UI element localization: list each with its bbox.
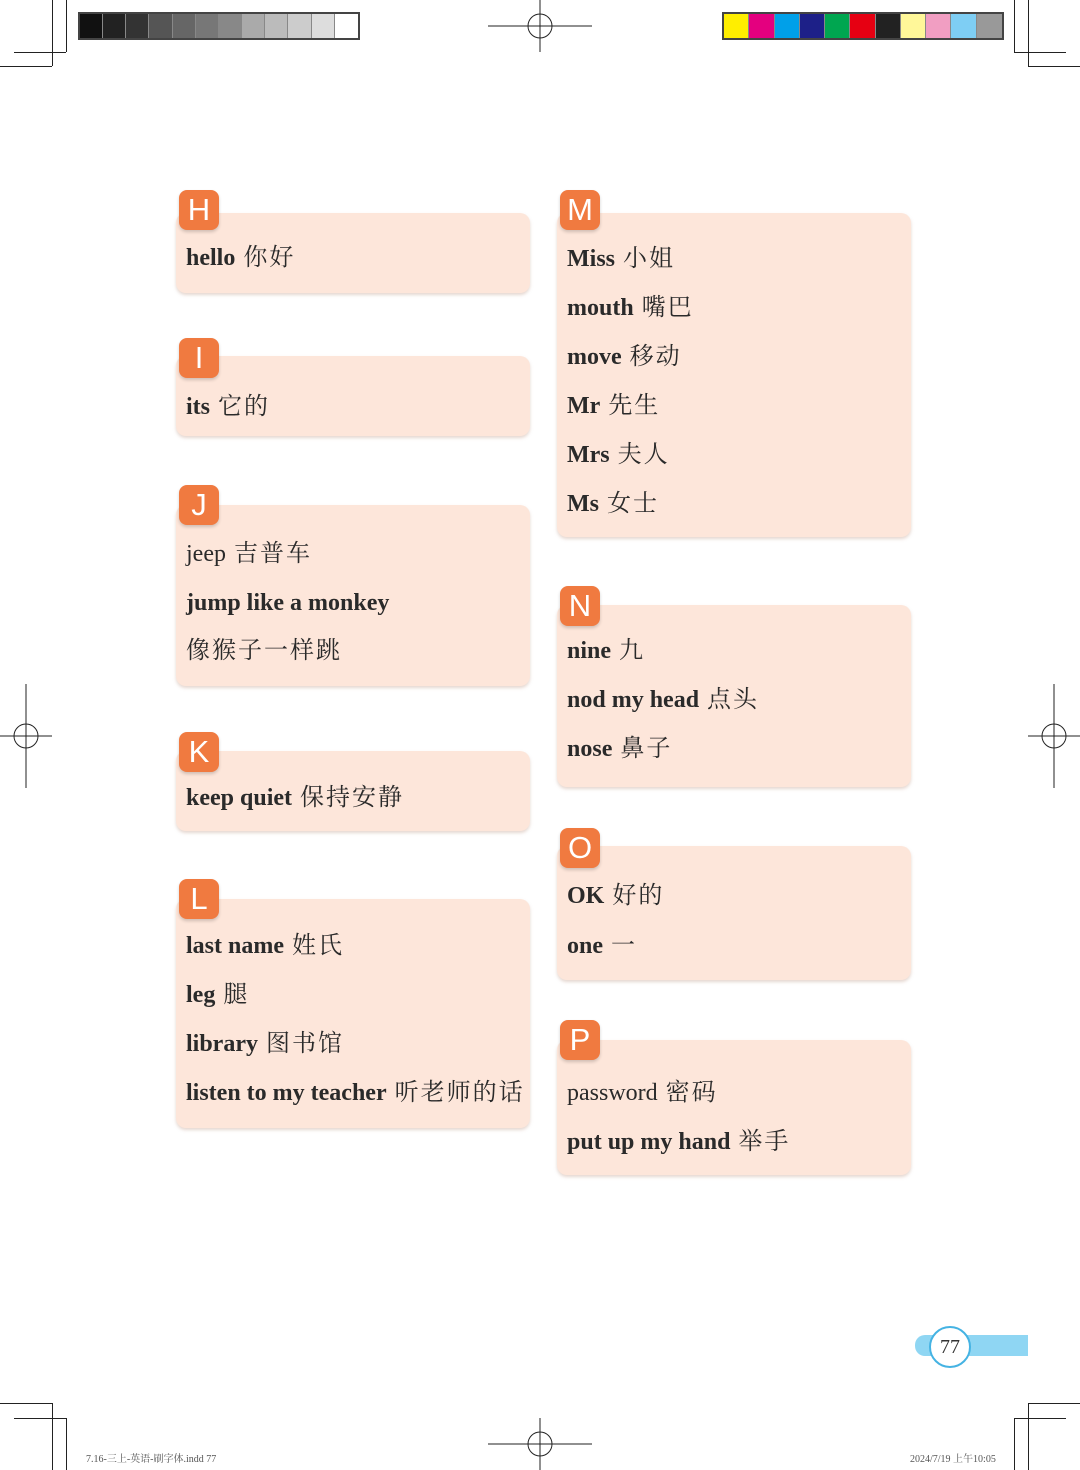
vocab-card (176, 505, 530, 686)
english-word: one (567, 933, 603, 959)
vocab-entry (567, 244, 675, 274)
color-swatch (724, 14, 749, 38)
chinese-meaning: 像猴子一样跳 (186, 638, 342, 664)
chinese-meaning: 图书馆 (266, 1031, 344, 1057)
registration-mark-left (0, 684, 52, 788)
chinese-meaning: 举手 (738, 1129, 791, 1155)
vocab-card (557, 605, 911, 787)
vocab-entry (567, 734, 672, 764)
vocab-card (176, 899, 530, 1128)
vocab-card (176, 751, 530, 831)
chinese-meaning: 小姐 (623, 246, 675, 272)
vocab-entry (186, 636, 342, 666)
color-swatch (173, 14, 196, 38)
color-swatch (951, 14, 976, 38)
chinese-meaning: 听老师的话 (394, 1080, 525, 1106)
vocab-entry (186, 1078, 525, 1108)
vocab-entry (186, 783, 404, 813)
color-swatch (242, 14, 265, 38)
chinese-meaning: 女士 (607, 491, 659, 517)
chinese-meaning: 点头 (707, 687, 760, 713)
color-swatch (149, 14, 172, 38)
letter-badge: P (560, 1020, 600, 1060)
english-word: keep quiet (186, 785, 293, 811)
english-word: nose (567, 736, 613, 762)
letter-badge: K (179, 732, 219, 772)
color-calibration-bar (722, 12, 1004, 40)
vocab-entry (186, 539, 312, 569)
vocab-entry (567, 1078, 718, 1108)
english-word: nine (567, 638, 612, 664)
english-word: nod my head (567, 687, 700, 713)
color-swatch (288, 14, 311, 38)
vocab-card (176, 356, 530, 436)
chinese-meaning: 好的 (612, 883, 665, 909)
english-word: OK (567, 883, 605, 909)
color-swatch (977, 14, 1002, 38)
letter-badge: L (179, 879, 219, 919)
color-swatch (926, 14, 951, 38)
chinese-meaning: 嘴巴 (641, 295, 694, 321)
english-word: library (186, 1031, 258, 1057)
color-swatch (876, 14, 901, 38)
vocab-entry (186, 980, 249, 1010)
letter-badge: I (179, 338, 219, 378)
color-swatch (335, 14, 358, 38)
letter-badge: N (560, 586, 600, 626)
color-swatch (901, 14, 926, 38)
vocab-entry (567, 391, 660, 421)
color-swatch (850, 14, 875, 38)
letter-badge: O (560, 828, 600, 868)
english-word: password (567, 1080, 658, 1106)
slug-file-name: 7.16-三上-英语-刷字体.indd 77 (86, 1454, 217, 1465)
chinese-meaning: 先生 (608, 393, 661, 419)
english-word: leg (186, 982, 216, 1008)
english-word: Mr (567, 393, 601, 419)
color-swatch (219, 14, 242, 38)
chinese-meaning: 一 (611, 933, 637, 959)
page-number: 77 (929, 1326, 971, 1368)
chinese-meaning: 保持安静 (300, 785, 405, 811)
english-word: last name (186, 933, 284, 959)
vocab-entry (186, 243, 295, 273)
letter-badge: J (179, 485, 219, 525)
vocab-entry (567, 881, 664, 911)
color-swatch (800, 14, 825, 38)
color-swatch (265, 14, 288, 38)
chinese-meaning: 鼻子 (620, 736, 673, 762)
color-swatch (126, 14, 149, 38)
registration-mark-top (488, 0, 592, 52)
chinese-meaning: 吉普车 (233, 541, 312, 567)
chinese-meaning: 腿 (223, 982, 250, 1008)
vocab-card (557, 1040, 911, 1175)
chinese-meaning: 密码 (665, 1080, 718, 1106)
english-word: put up my hand (567, 1129, 731, 1155)
grayscale-calibration-bar (78, 12, 360, 40)
vocab-entry (186, 392, 270, 422)
vocab-entry (186, 588, 389, 618)
color-swatch (825, 14, 850, 38)
english-word: move (567, 344, 622, 370)
slug-timestamp: 2024/7/19 上午10:05 (910, 1454, 996, 1465)
vocab-entry (567, 1127, 790, 1157)
vocab-entry (567, 440, 670, 470)
english-word: Ms (567, 491, 599, 517)
letter-badge: H (179, 190, 219, 230)
color-swatch (103, 14, 126, 38)
english-word: mouth (567, 295, 634, 321)
vocab-entry (567, 685, 759, 715)
registration-mark-right (1028, 684, 1080, 788)
english-word: Mrs (567, 442, 610, 468)
vocab-entry (567, 931, 637, 961)
english-word: its (186, 394, 210, 420)
color-swatch (749, 14, 774, 38)
chinese-meaning: 九 (619, 638, 646, 664)
chinese-meaning: 姓氏 (292, 933, 344, 959)
vocab-entry (186, 931, 344, 961)
english-word: jump like a monkey (186, 590, 390, 616)
vocab-card (176, 213, 530, 293)
english-word: hello (186, 245, 236, 271)
chinese-meaning: 移动 (629, 344, 682, 370)
vocab-entry (567, 489, 659, 519)
vocab-entry (186, 1029, 344, 1059)
vocab-entry (567, 342, 682, 372)
letter-badge: M (560, 190, 600, 230)
chinese-meaning: 夫人 (617, 442, 670, 468)
vocab-entry (567, 636, 645, 666)
chinese-meaning: 它的 (218, 394, 270, 420)
vocab-entry (567, 293, 694, 323)
english-word: Miss (567, 246, 615, 272)
color-swatch (80, 14, 103, 38)
english-word: jeep (186, 541, 226, 567)
color-swatch (775, 14, 800, 38)
color-swatch (312, 14, 335, 38)
vocab-card (557, 846, 911, 980)
english-word: listen to my teacher (186, 1080, 387, 1106)
color-swatch (196, 14, 219, 38)
registration-mark-bottom (488, 1418, 592, 1470)
vocab-card (557, 213, 911, 537)
chinese-meaning: 你好 (243, 245, 296, 271)
